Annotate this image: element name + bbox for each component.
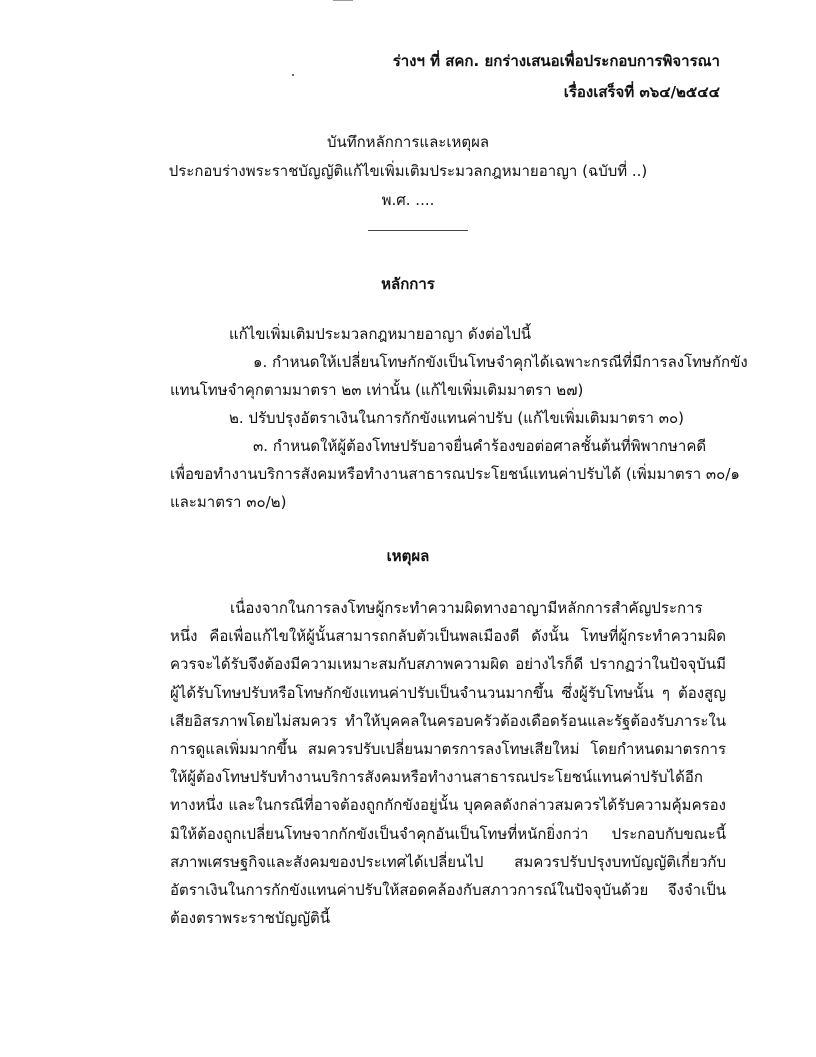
principle-item-3-end: และมาตรา ๓๐/๒)	[170, 493, 287, 511]
document-title	[0, 128, 816, 215]
title-line-memo: บันทึกหลักการและเหตุผล	[326, 133, 490, 151]
principle-item-3: ๓. กำหนดให้ผู้ต้องโทษปรับอาจยื่นคำร้องขอต่อศาลชั้นต้นที่พิพากษาคดี	[253, 437, 707, 455]
principles-section	[170, 320, 748, 516]
scan-mark	[333, 0, 353, 3]
draft-reference-line: ร่างฯ ที่ สคก. ยกร่างเสนอเพื่อประกอบการพิจารณา	[392, 52, 720, 70]
principle-item-2: ๒. ปรับปรุงอัตราเงินในการกักขังแทนค่าปรับ (แก้ไขเพิ่มเติมมาตรา ๓๐)	[229, 409, 684, 427]
principles-intro: แก้ไขเพิ่มเติมประมวลกฎหมายอาญา ดังต่อไปนี้	[229, 325, 532, 343]
reasons-heading: เหตุผล	[386, 547, 430, 565]
title-divider	[368, 230, 468, 231]
principle-item-1: ๑. กำหนดให้เปลี่ยนโทษกักขังเป็นโทษจำคุกได้เฉพาะกรณีที่มีการลงโทษกักขัง	[253, 353, 748, 371]
draft-reference-header	[393, 46, 720, 108]
principle-item-3-continued: เพื่อขอทำงานบริการสังคมหรือทำงานสาธารณประโยชน์แทนค่าปรับได้ (เพิ่มมาตรา ๓๐/๑	[170, 465, 740, 483]
reasons-paragraph: เนื่องจากในการลงโทษผู้กระทำความผิดทางอาญามีหลักการสำคัญประการหนึ่ง คือเพื่อแก้ไขให้ผู้นั้นสามารถกลับตัวเป็นพลเมืองดี ดังนั้น โทษที่ผู้กระทำความผิดควรจะได้รับจึงต้องมีความเหมาะสมกับสภาพความผิด อย่างไรก็ดี ปรากฏว่าในปัจจุบันมีผู้ได้รับโทษปรับหรือโทษกักขังแทนค่าปรับเป็นจำนวนมากขึ้น ซึ่งผู้รับโทษนั้น ๆ ต้องสูญเสียอิสรภาพโดยไม่สมควร ทำให้บุคคลในครอบครัวต้องเดือดร้อนและรัฐต้องรับภาระในการดูแลเพิ่มมากขึ้น สมควรปรับเปลี่ยนมาตรการลงโทษเสียใหม่ โดยกำหนดมาตรการให้ผู้ต้องโทษปรับทำงานบริการสังคมหรือทำงานสาธารณประโยชน์แทนค่าปรับได้อีกทางหนึ่ง และในกรณีที่อาจต้องถูกกักขังอยู่นั้น บุคคลดังกล่าวสมควรได้รับความคุ้มครองมิให้ต้องถูกเปลี่ยนโทษจากกักขังเป็นจำคุกอันเป็นโทษที่หนักยิ่งกว่า ประกอบกับขณะนี้สภาพเศรษฐกิจและสังคมของประเทศได้เปลี่ยนไป สมควรปรับปรุงบทบัญญัติเกี่ยวกับอัตราเงินในการกักขังแทนค่าปรับให้สอดคล้องกับสภาวการณ์ในปัจจุบันด้วย จึงจำเป็นต้องตราพระราชบัญญัตินี้	[170, 599, 726, 928]
principles-heading: หลักการ	[381, 275, 435, 293]
title-line-act: ประกอบร่างพระราชบัญญัติแก้ไขเพิ่มเติมประมวลกฎหมายอาญา (ฉบับที่ ..)	[168, 162, 648, 180]
scan-speck	[292, 74, 294, 76]
case-number-line: เรื่องเสร็จที่ ๓๖๔/๒๕๔๔	[563, 83, 720, 101]
principle-item-1-continued: แทนโทษจำคุกตามมาตรา ๒๓ เท่านั้น (แก้ไขเพิ่มเติมมาตรา ๒๗)	[170, 381, 584, 399]
title-line-year: พ.ศ. ....	[381, 191, 435, 209]
